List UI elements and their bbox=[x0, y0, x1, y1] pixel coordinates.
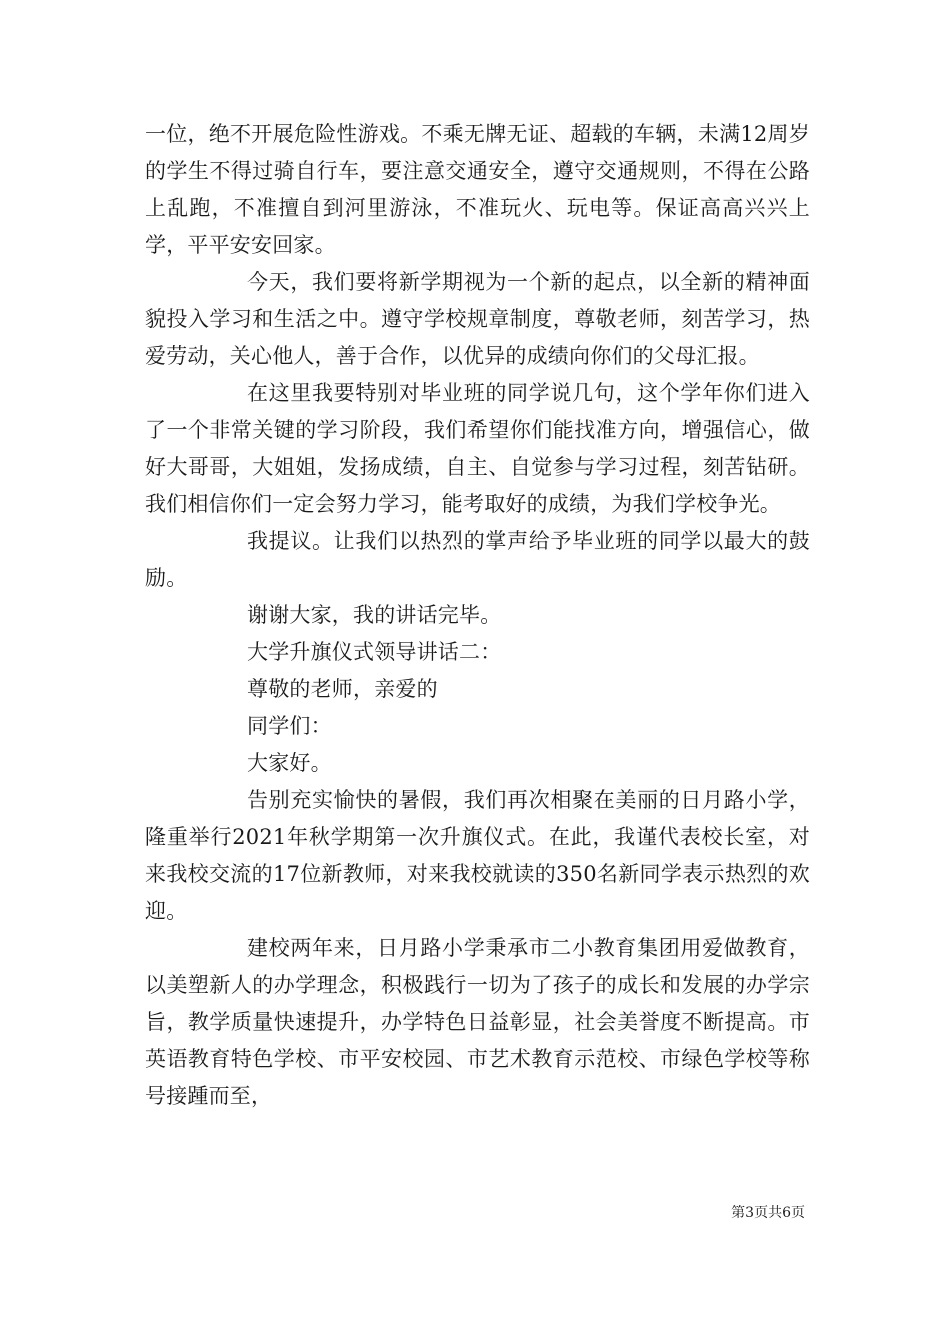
paragraph-11: 建校两年来，日月路小学秉承市二小教育集团用爱做教育，以美塑新人的办学理念，积极践行一切为了孩子的成长和发展的办学宗旨，教学质量快速提升，办学特色日益彰显，社会美誉度不断提高。市英语教育特色学校、市平安校园、市艺术教育示范校、市绿色学校等称号接踵而至， bbox=[145, 936, 810, 1108]
greeting: 大家好。 bbox=[247, 751, 332, 775]
page-number: 第3页共6页 bbox=[731, 1205, 805, 1221]
paragraph-4: 我提议。让我们以热烈的掌声给予毕业班的同学以最大的鼓励。 bbox=[145, 529, 810, 590]
paragraph-3: 在这里我要特别对毕业班的同学说几句，这个学年你们进入了一个非常关键的学习阶段，我们希望你们能找准方向，增强信心，做好大哥哥，大姐姐，发扬成绩，自主、自觉参与学习过程，刻苦钻研。我们相信你们一定会努力学习，能考取好的成绩，为我们学校争光。 bbox=[145, 381, 810, 516]
salutation-line-2: 同学们： bbox=[247, 714, 332, 738]
document-body bbox=[145, 116, 810, 1115]
section-heading: 大学升旗仪式领导讲话二： bbox=[247, 640, 502, 664]
paragraph-2: 今天，我们要将新学期视为一个新的起点，以全新的精神面貌投入学习和生活之中。遵守学校规章制度，尊敬老师，刻苦学习，热爱劳动，关心他人，善于合作，以优异的成绩向你们的父母汇报。 bbox=[145, 270, 810, 368]
salutation-line-1: 尊敬的老师，亲爱的 bbox=[247, 677, 438, 701]
paragraph-1: 一位，绝不开展危险性游戏。不乘无牌无证、超载的车辆，未满12周岁的学生不得过骑自行车，要注意交通安全，遵守交通规则，不得在公路上乱跑，不准擅自到河里游泳，不准玩火、玩电等。保证高高兴兴上学，平平安安回家。 bbox=[145, 122, 810, 257]
paragraph-5: 谢谢大家，我的讲话完毕。 bbox=[247, 603, 502, 627]
paragraph-10: 告别充实愉快的暑假，我们再次相聚在美丽的日月路小学，隆重举行2021年秋学期第一次升旗仪式。在此，我谨代表校长室，对来我校交流的17位新教师，对来我校就读的350名新同学表示热烈的欢迎。 bbox=[145, 788, 810, 923]
